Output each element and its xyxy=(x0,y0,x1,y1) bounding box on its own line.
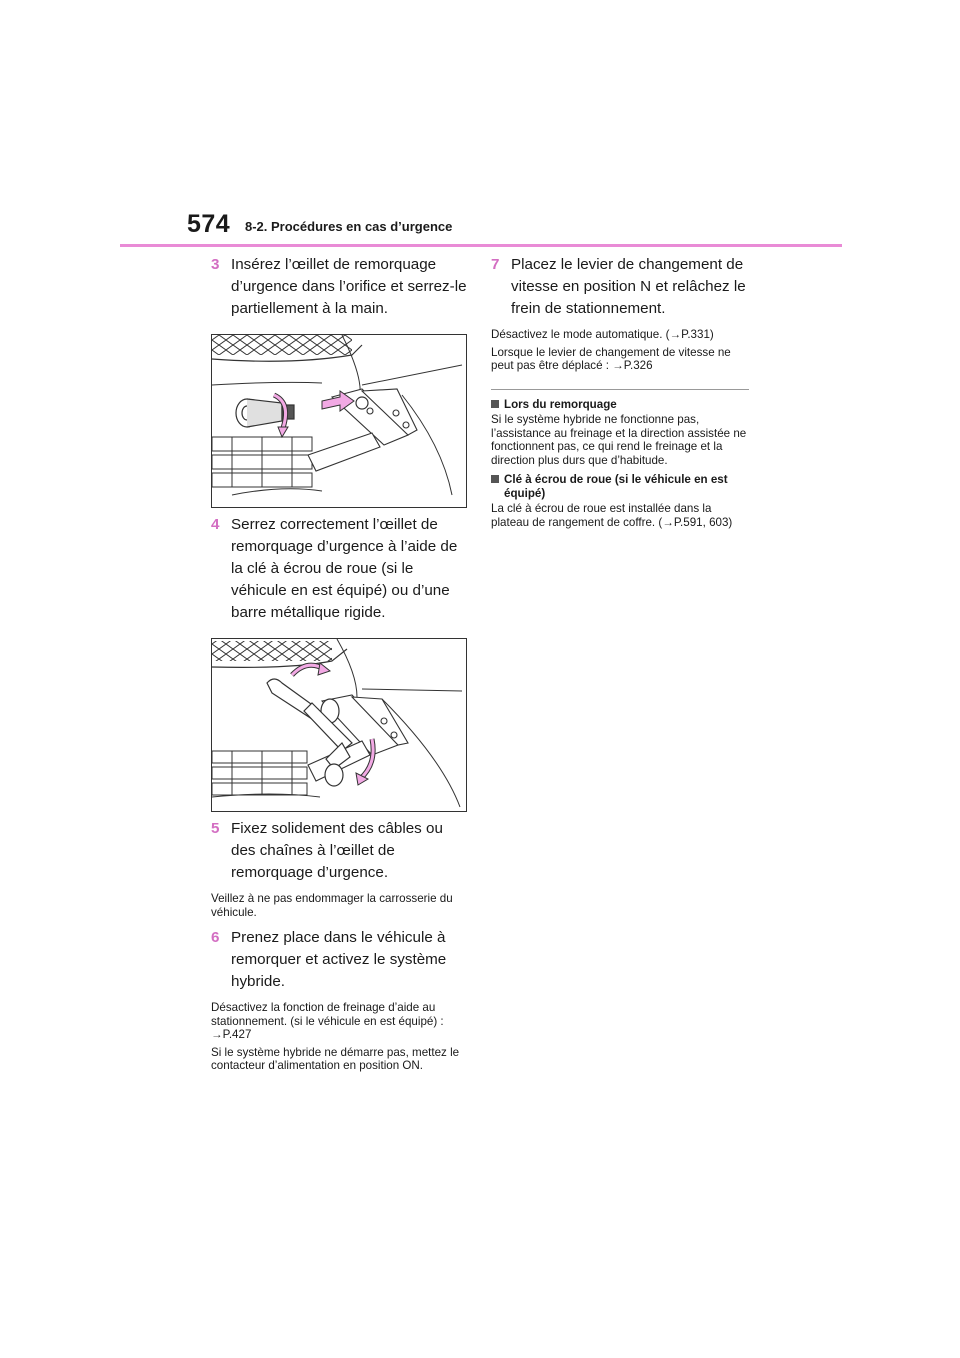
note-step-6a: Désactivez la fonction de freinage d’aide au stationnement. (si le véhicule en est équipé) : →P.427 xyxy=(211,1001,444,1041)
step-number: 3 xyxy=(211,256,220,273)
step-text: Fixez solidement des câbles ou des chaînes à l’œillet de remorquage d’urgence. xyxy=(231,820,443,881)
section-title: 8-2. Procédures en cas d’urgence xyxy=(245,219,453,234)
note-step-5: Veillez à ne pas endommager la carrosserie du véhicule. xyxy=(211,892,453,919)
figure-tighten-towing-eye xyxy=(211,638,467,812)
step-number: 6 xyxy=(211,929,220,946)
step-7 xyxy=(491,254,751,320)
subhead-towing-text: Si le système hybride ne fonctionne pas, l’assistance au freinage et la direction assistée ne fonctionnent pas, ce qui rend le freinage et la direction plus durs que d’habitude. xyxy=(491,413,747,467)
step-number: 7 xyxy=(491,256,500,273)
step-4 xyxy=(211,514,467,624)
illustration-towing-eye-wrench xyxy=(212,639,466,811)
note-step-7b: Lorsque le levier de changement de vitesse ne peut pas être déplacé : →P.326 xyxy=(491,345,731,372)
subhead-towing xyxy=(491,398,751,412)
section-divider xyxy=(491,389,749,390)
step-text: Placez le levier de changement de vitesse en position N et relâchez le frein de stationnement. xyxy=(511,256,746,317)
note-step-6b: Si le système hybride ne démarre pas, mettez le contacteur d’alimentation en position ON. xyxy=(211,1045,460,1072)
subhead-title: Lors du remorquage xyxy=(504,397,617,411)
step-text: Prenez place dans le véhicule à remorquer et activez le système hybride. xyxy=(231,929,447,990)
page-number: 574 xyxy=(187,210,231,238)
step-6 xyxy=(211,927,467,993)
subhead-wrench xyxy=(491,473,751,500)
step-5 xyxy=(211,818,467,884)
illustration-towing-eye-insert xyxy=(212,335,466,507)
square-bullet-icon xyxy=(491,473,504,500)
step-number: 4 xyxy=(211,516,220,533)
note-step-7a: Désactivez le mode automatique. (→P.331) xyxy=(491,328,714,341)
right-column xyxy=(491,254,751,529)
step-number: 5 xyxy=(211,820,220,837)
step-text: Insérez l’œillet de remorquage d’urgence dans l’orifice et serrez-le partiellement à la main. xyxy=(231,256,467,317)
figure-insert-towing-eye xyxy=(211,334,467,508)
subhead-title: Clé à écrou de roue (si le véhicule en est équipé) xyxy=(504,473,728,500)
subhead-wrench-text: La clé à écrou de roue est installée dans la plateau de rangement de coffre. (→P.591, 603) xyxy=(491,502,733,529)
step-text: Serrez correctement l’œillet de remorquage d’urgence à l’aide de la clé à écrou de roue (si le véhicule en est équipé) ou d’une barre métallique rigide. xyxy=(231,516,458,621)
step-3 xyxy=(211,254,467,320)
left-column xyxy=(211,254,467,1073)
header-rule xyxy=(120,244,842,247)
square-bullet-icon xyxy=(491,398,504,412)
